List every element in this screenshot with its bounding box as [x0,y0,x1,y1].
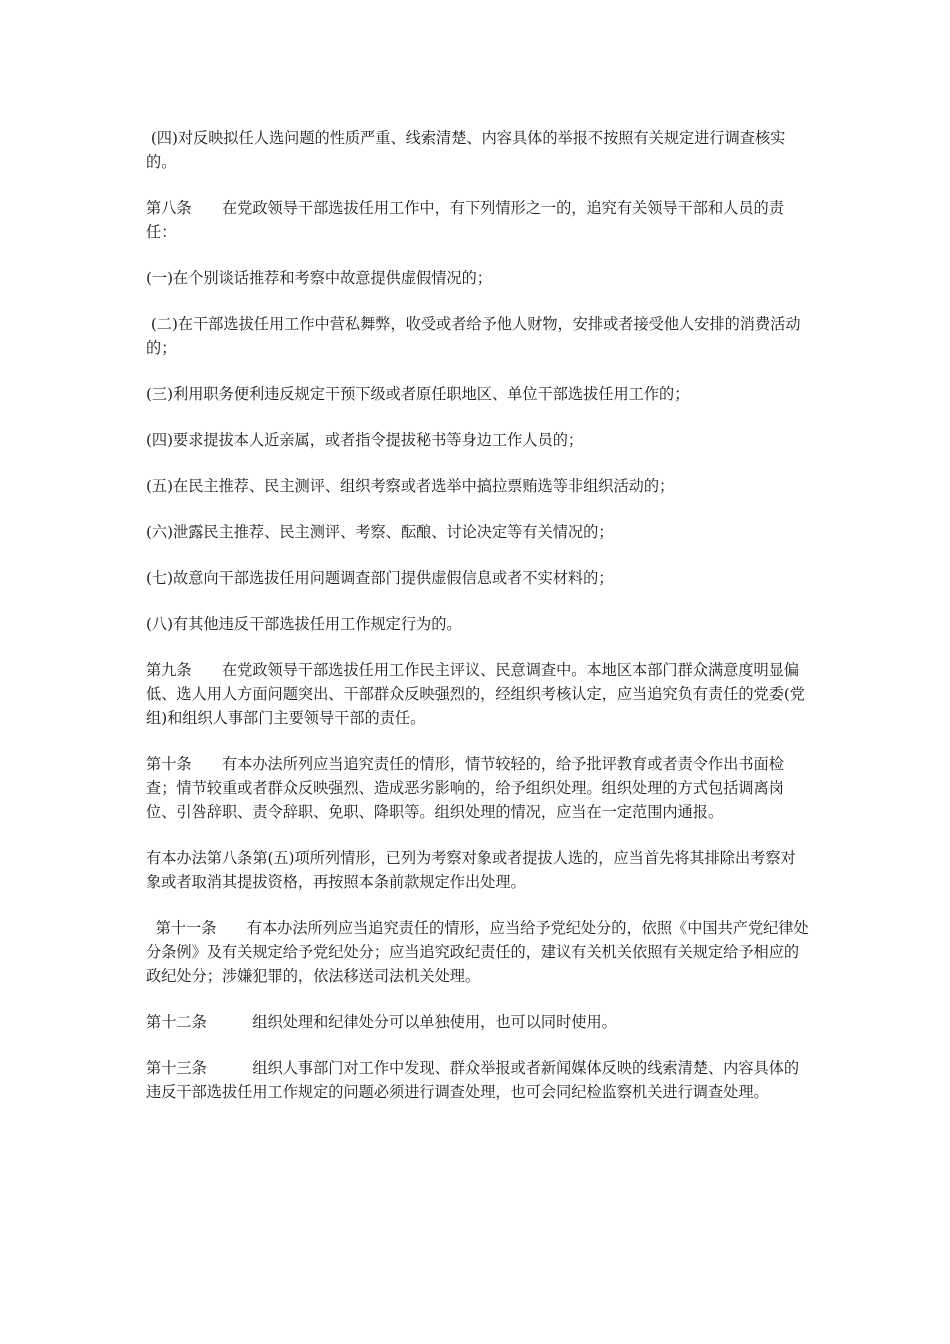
article-12: 第十二条 组织处理和纪律处分可以单独使用，也可以同时使用。 [146,1013,617,1031]
list-item-4: (四)要求提拔本人近亲属，或者指令提拔秘书等身边工作人员的； [146,431,584,449]
article-13: 第十三条 组织人事部门对工作中发现、群众举报或者新闻媒体反映的线索清楚、内容具体的违反干部选拔任用工作规定的问题必须进行调查处理，也可会同纪检监察机关进行调查处理。 [146,1059,800,1101]
list-item-7: (七)故意向干部选拔任用问题调查部门提供虚假信息或者不实材料的； [146,569,614,587]
paragraph-item-4: (四)对反映拟任人选问题的性质严重、线索清楚、内容具体的举报不按照有关规定进行调查核实的。 [146,129,786,171]
article-11: 第十一条 有本办法所列应当追究责任的情形，应当给予党纪处分的，依照《中国共产党纪律处分条例》及有关规定给予党纪处分；应当追究政纪责任的，建议有关机关依照有关规定给予相应的政纪处分；涉嫌犯罪的，依法移送司法机关处理。 [146,919,809,985]
list-item-3: (三)利用职务便利违反规定干预下级或者原任职地区、单位干部选拔任用工作的； [146,385,690,403]
list-item-8: (八)有其他违反干部选拔任用工作规定行为的。 [146,615,462,633]
list-item-6: (六)泄露民主推荐、民主测评、考察、酝酿、讨论决定等有关情况的； [146,523,614,541]
article-9: 第九条 在党政领导干部选拔任用工作民主评议、民意调查中。本地区本部门群众满意度明显偏低、选人用人方面问题突出、干部群众反映强烈的，经组织考核认定，应当追究负有责任的党委(党组)和组织人事部门主要领导干部的责任。 [146,661,805,727]
list-item-5: (五)在民主推荐、民主测评、组织考察或者选举中搞拉票贿选等非组织活动的； [146,477,675,495]
article-8: 第八条 在党政领导干部选拔任用工作中，有下列情形之一的，追究有关领导干部和人员的责任： [146,199,784,241]
article-10: 第十条 有本办法所列应当追究责任的情形，情节较轻的，给予批评教育或者责令作出书面检查；情节较重或者群众反映强烈、造成恶劣影响的，给予组织处理。组织处理的方式包括调离岗位、引咎辞职、责令辞职、免职、降职等。组织处理的情况，应当在一定范围内通报。 [146,755,784,821]
list-item-1: (一)在个别谈话推荐和考察中故意提供虚假情况的； [146,269,492,287]
document-body [146,126,810,1126]
list-item-2: (二)在干部选拔任用工作中营私舞弊，收受或者给予他人财物，安排或者接受他人安排的消费活动的； [146,315,801,357]
article-10-clause-2: 有本办法第八条第(五)项所列情形，已列为考察对象或者提拔人选的，应当首先将其排除出考察对象或者取消其提拔资格，再按照本条前款规定作出处理。 [146,849,796,891]
